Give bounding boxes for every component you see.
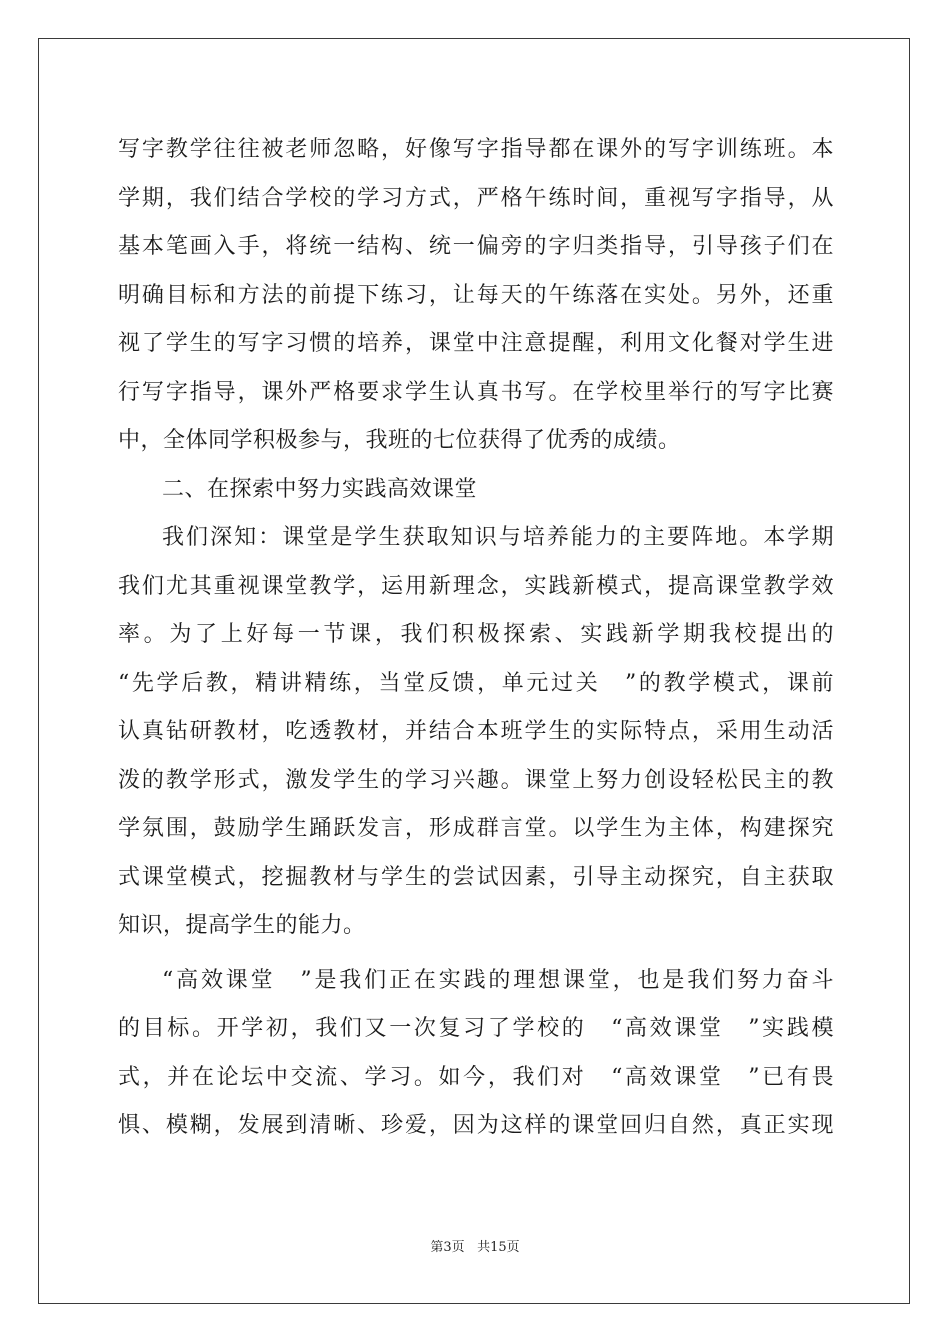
- paragraph-line: 学氛围，鼓励学生踊跃发言，形成群言堂。以学生为主体，构建探究: [118, 816, 834, 841]
- page-footer: [0, 1236, 950, 1255]
- paragraph-line: 基本笔画入手，将统一结构、统一偏旁的字归类指导，引导孩子们在: [118, 234, 834, 259]
- paragraph-line: 我们深知：课堂是学生获取知识与培养能力的主要阵地。本学期: [162, 525, 834, 550]
- paragraph-line: 率。为了上好每一节课，我们积极探索、实践新学期我校提出的: [118, 622, 834, 647]
- paragraph-line: 明确目标和方法的前提下练习，让每天的午练落在实处。另外，还重: [118, 282, 834, 308]
- paragraph-line: 知识，提高学生的能力。: [118, 913, 366, 938]
- document-body: [118, 126, 834, 1151]
- paragraph-line: “高效课堂 ”是我们正在实践的理想课堂，也是我们努力奋斗: [162, 967, 834, 993]
- section-heading: 二、在探索中努力实践高效课堂: [162, 476, 478, 502]
- paragraph-line: 式课堂模式，挖掘教材与学生的尝试因素，引导主动探究，自主获取: [118, 864, 834, 890]
- paragraph-line: 认真钻研教材，吃透教材，并结合本班学生的实际特点，采用生动活: [118, 719, 834, 744]
- paragraph-line: 写字教学往往被老师忽略，好像写字指导都在课外的写字训练班。本: [118, 137, 834, 162]
- paragraph-line: 的目标。开学初，我们又一次复习了学校的 “高效课堂 ”实践模: [118, 1016, 834, 1041]
- paragraph-line: “先学后教，精讲精练，当堂反馈，单元过关 ”的教学模式，课前: [118, 670, 834, 696]
- paragraph-line: 式，并在论坛中交流、学习。如今，我们对 “高效课堂 ”已有畏: [118, 1064, 834, 1090]
- paragraph-line: 我们尤其重视课堂教学，运用新理念，实践新模式，提高课堂教学效: [118, 573, 834, 599]
- paragraph-line: 行写字指导，课外严格要求学生认真书写。在学校里举行的写字比赛: [118, 379, 834, 405]
- page-number: 第3页: [430, 1240, 465, 1255]
- paragraph-line: 泼的教学形式，激发学生的学习兴趣。课堂上努力创设轻松民主的教: [118, 767, 834, 793]
- paragraph-line: 视了学生的写字习惯的培养，课堂中注意提醒，利用文化餐对学生进: [118, 331, 834, 356]
- paragraph-line: 惧、模糊，发展到清晰、珍爱，因为这样的课堂回归自然，真正实现: [118, 1113, 834, 1138]
- page-total: 共15页: [477, 1240, 520, 1255]
- paragraph-line: 中，全体同学积极参与，我班的七位获得了优秀的成绩。: [118, 428, 681, 453]
- paragraph-line: 学期，我们结合学校的学习方式，严格午练时间，重视写字指导，从: [118, 185, 834, 211]
